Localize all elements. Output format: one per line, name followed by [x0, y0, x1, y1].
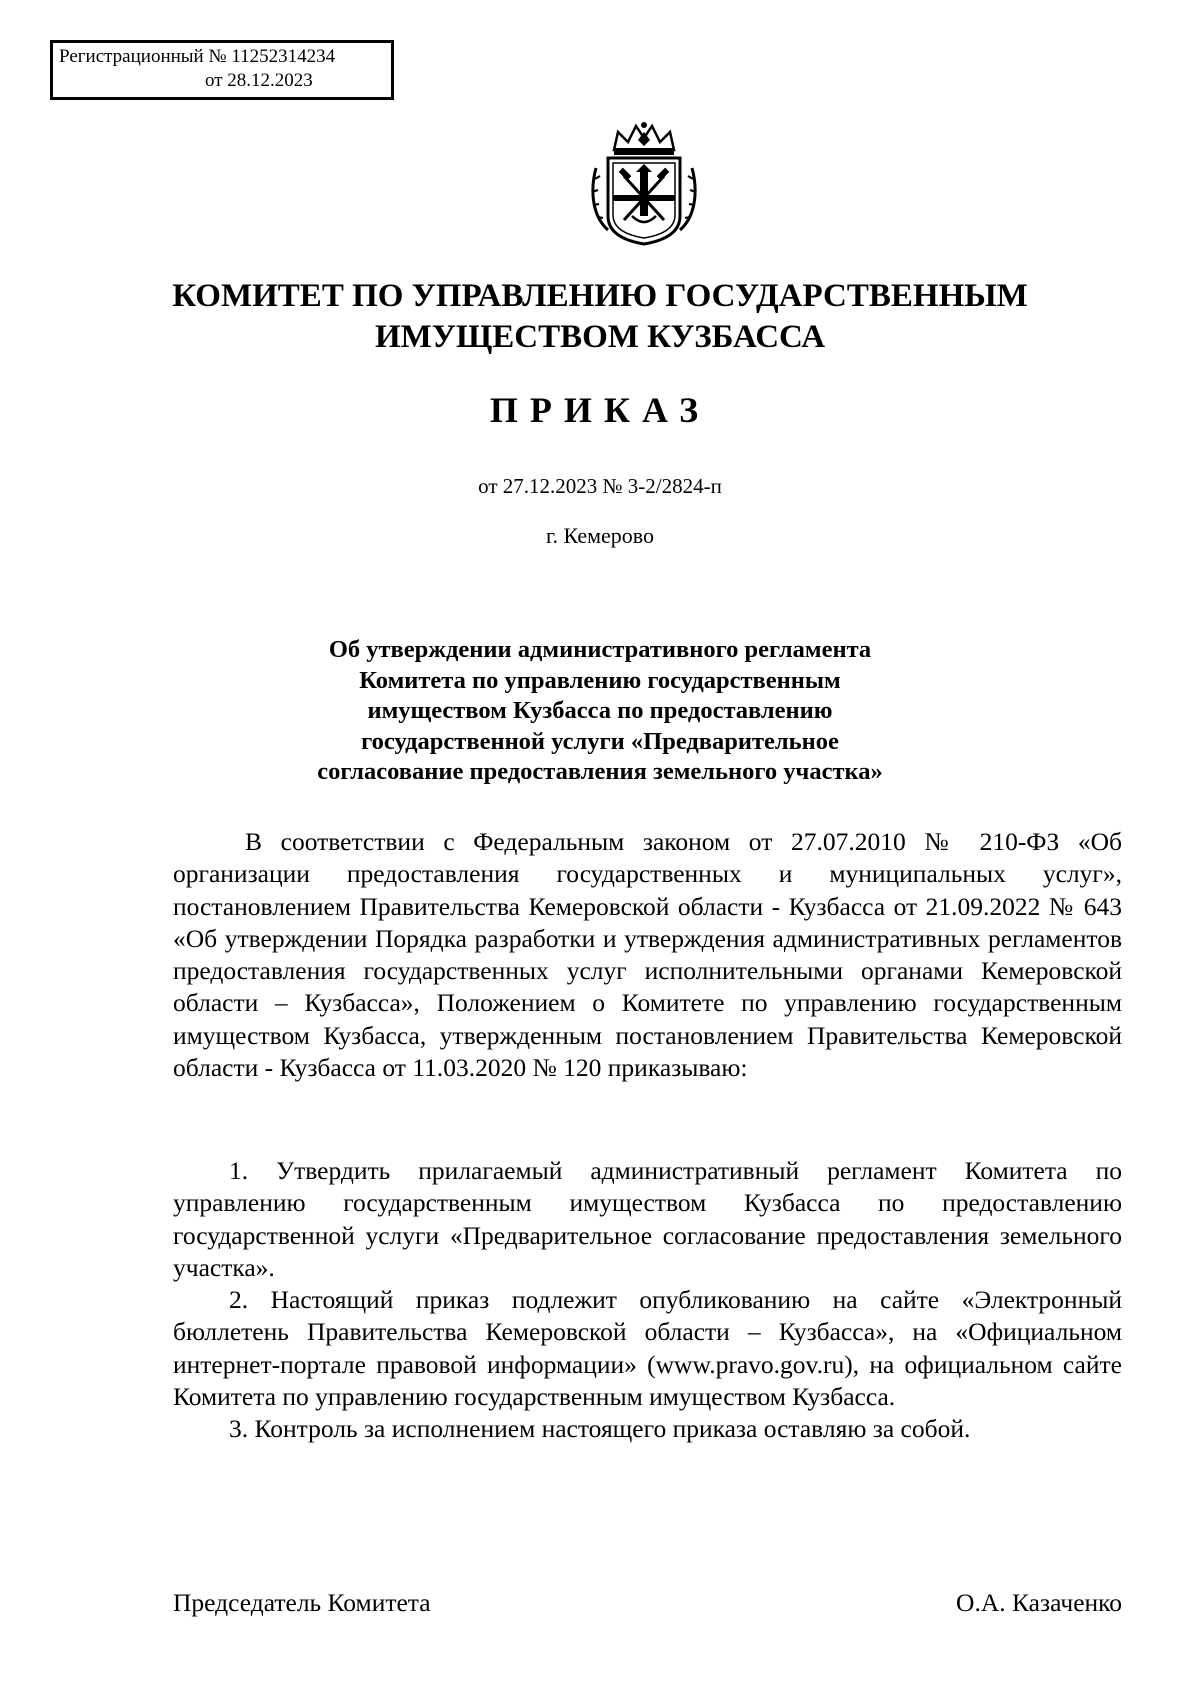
- kuzbass-coat-of-arms-icon: [588, 120, 700, 250]
- registration-number: Регистрационный № 11252314234: [59, 46, 336, 67]
- organization-title: [150, 276, 1050, 358]
- registration-date: от 28.12.2023: [205, 70, 313, 91]
- order-item-2: 2. Настоящий приказ подлежит опубликованию на сайте «Электронный бюллетень Правительства Кемеровской области – Кузбасса», на «Официальном интернет-портале правовой информации» (www.pravo.gov.ru), на официальном сайте Комитета по управлению государственным имуществом Кузбасса.: [173, 1285, 1122, 1412]
- subject-line-2: Комитета по управлению государственным: [359, 666, 841, 694]
- order-items: [173, 1155, 1122, 1446]
- preamble-paragraph: В соответствии с Федеральным законом от 27.07.2010 № 210-ФЗ «Об организации предоставления государственных и муниципальных услуг», постановлением Правительства Кемеровской области - Кузбасса от 21.09.2022 № 643 «Об утверждении Порядка разработки и утверждения административных регламентов предоставления государственных услуг исполнительными органами Кемеровской области – Кузбасса», Положением о Комитете по управлению государственным имуществом Кузбасса, утвержденным постановлением Правительства Кемеровской области - Кузбасса от 11.03.2020 № 120 приказываю:: [173, 827, 1122, 1083]
- subject-line-4: государственной услуги «Предварительное: [361, 727, 839, 755]
- document-subject: [260, 635, 940, 788]
- organization-title-line-2: ИМУЩЕСТВОМ КУЗБАССА: [374, 319, 826, 355]
- document-city: г. Кемерово: [545, 523, 655, 548]
- subject-line-1: Об утверждении административного регламента: [328, 636, 872, 663]
- subject-line-3: имуществом Кузбасса по предоставлению: [367, 697, 833, 724]
- subject-line-5: согласование предоставления земельного участка»: [317, 758, 883, 785]
- preamble: [173, 826, 1122, 1084]
- order-item-1: 1. Утвердить прилагаемый административный регламент Комитета по управлению государственным имуществом Кузбасса по предоставлению государственной услуги «Предварительное согласование предоставления земельного участка».: [173, 1156, 1122, 1282]
- signatory-name: О.А. Казаченко: [956, 1588, 1122, 1617]
- organization-title-line-1: КОМИТЕТ ПО УПРАВЛЕНИЮ ГОСУДАРСТВЕННЫМ: [172, 278, 1028, 314]
- signatory-position: Председатель Комитета: [173, 1588, 431, 1617]
- order-item-3: 3. Контроль за исполнением настоящего приказа оставляю за собой.: [229, 1414, 971, 1444]
- document-type: ПРИКАЗ: [489, 390, 711, 430]
- registration-stamp: [50, 40, 394, 100]
- document-number: от 27.12.2023 № 3-2/2824-п: [478, 474, 722, 498]
